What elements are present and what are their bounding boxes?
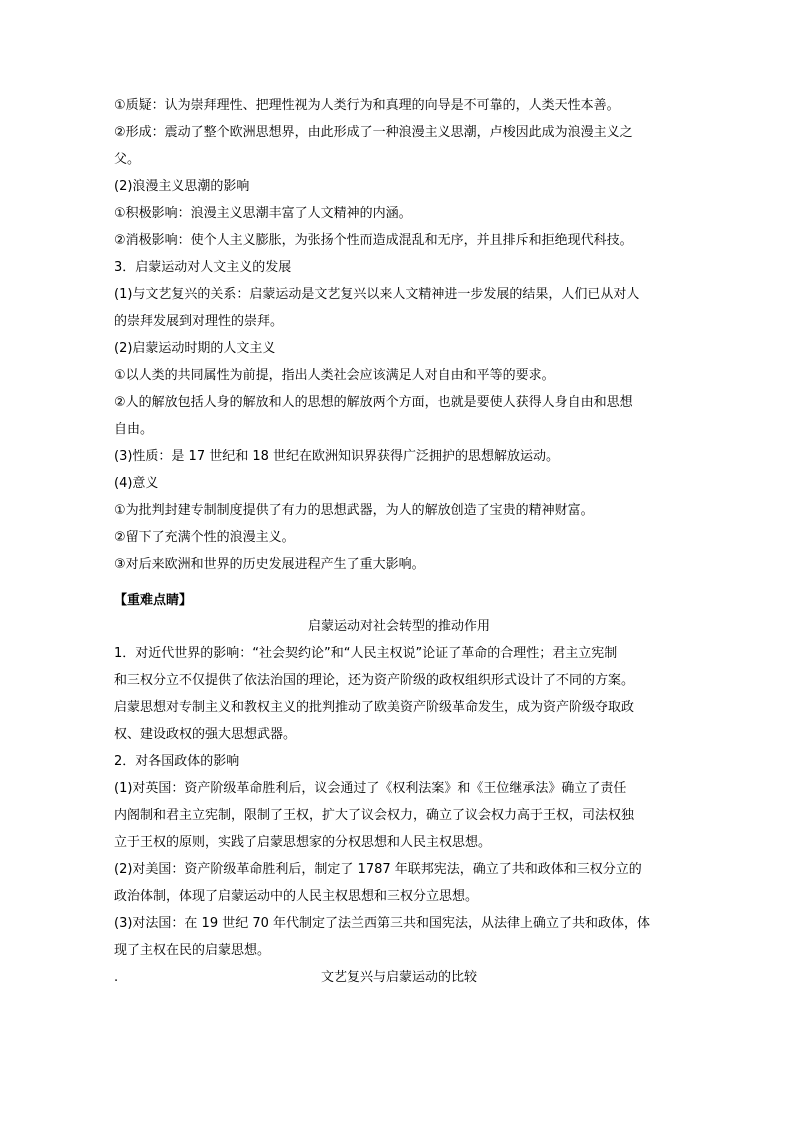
paragraph-line: ①为批判封建专制制度提供了有力的思想武器，为人的解放创造了宝贵的精神财富。	[114, 503, 594, 518]
paragraph-line: (2)浪漫主义思潮的影响	[114, 179, 250, 194]
paragraph-line: ②留下了充满个性的浪漫主义。	[114, 530, 295, 545]
paragraph-line: 的崇拜发展到对理性的崇拜。	[114, 314, 284, 329]
paragraph-line: 2．对各国政体的影响	[114, 754, 240, 769]
section-subtitle: 启蒙运动对社会转型的推动作用	[307, 619, 490, 634]
paragraph-line: 现了主权在民的启蒙思想。	[114, 943, 271, 958]
section-heading: 【重难点睛】	[114, 593, 193, 608]
section-subtitle: 文艺复兴与启蒙运动的比较	[320, 970, 477, 985]
paragraph-line: 1．对近代世界的影响：“社会契约论”和“人民主权说”论证了革命的合理性；君主立宪制	[114, 646, 618, 661]
paragraph-line: 自由。	[114, 422, 154, 437]
paragraph-line: 和三权分立不仅提供了依法治国的理论，还为资产阶级的政权组织形式设计了不同的方案。	[114, 673, 635, 688]
paragraph-line: (2)启蒙运动时期的人文主义	[114, 341, 276, 356]
paragraph-line: ③对后来欧洲和世界的历史发展进程产生了重大影响。	[114, 557, 425, 572]
paragraph-line: (1)与文艺复兴的关系：启蒙运动是文艺复兴以来人文精神进一步发展的结果，人们已从对人	[114, 287, 640, 302]
paragraph-line: (2)对美国：资产阶级革命胜利后，制定了 1787 年联邦宪法，确立了共和政体和三权分立的	[114, 862, 642, 877]
paragraph-line: ②形成：震动了整个欧洲思想界，由此形成了一种浪漫主义思潮，卢梭因此成为浪漫主义之	[114, 125, 633, 140]
paragraph-line: (1)对英国：资产阶级革命胜利后，议会通过了《权利法案》和《王位继承法》确立了责任	[114, 781, 627, 796]
paragraph-line: 内阁制和君主立宪制，限制了王权，扩大了议会权力，确立了议会权力高于王权，司法权独	[114, 808, 635, 823]
paragraph-line: (3)性质：是 17 世纪和 18 世纪在欧洲知识界获得广泛拥护的思想解放运动。	[114, 449, 560, 464]
paragraph-line: 3．启蒙运动对人文主义的发展	[114, 260, 292, 275]
paragraph-line: ①积极影响：浪漫主义思潮丰富了人文精神的内涵。	[114, 206, 412, 221]
paragraph-line: ②人的解放包括人身的解放和人的思想的解放两个方面，也就是要使人获得人身自由和思想	[114, 395, 633, 410]
stray-dot: .	[114, 970, 119, 985]
paragraph-line: 父。	[114, 152, 141, 167]
paragraph-line: 立于王权的原则，实践了启蒙思想家的分权思想和人民主权思想。	[114, 835, 492, 850]
paragraph-line: 权、建设政权的强大思想武器。	[114, 727, 297, 742]
paragraph-line: 政治体制，体现了启蒙运动中的人民主权思想和三权分立思想。	[114, 889, 479, 904]
paragraph-line: (3)对法国：在 19 世纪 70 年代制定了法兰西第三共和国宪法，从法律上确立了共和政体，体	[114, 916, 651, 931]
paragraph-line: ①以人类的共同属性为前提，指出人类社会应该满足人对自由和平等的要求。	[114, 368, 555, 383]
paragraph-line: ②消极影响：使个人主义膨胀，为张扬个性而造成混乱和无序，并且排斥和拒绝现代科技。	[114, 233, 633, 248]
paragraph-line: (4)意义	[114, 476, 159, 491]
paragraph-line: 启蒙思想对专制主义和教权主义的批判推动了欧美资产阶级革命发生，成为资产阶级夺取政	[114, 700, 635, 715]
paragraph-line: ①质疑：认为崇拜理性、把理性视为人类行为和真理的向导是不可靠的，人类天性本善。	[114, 98, 620, 113]
